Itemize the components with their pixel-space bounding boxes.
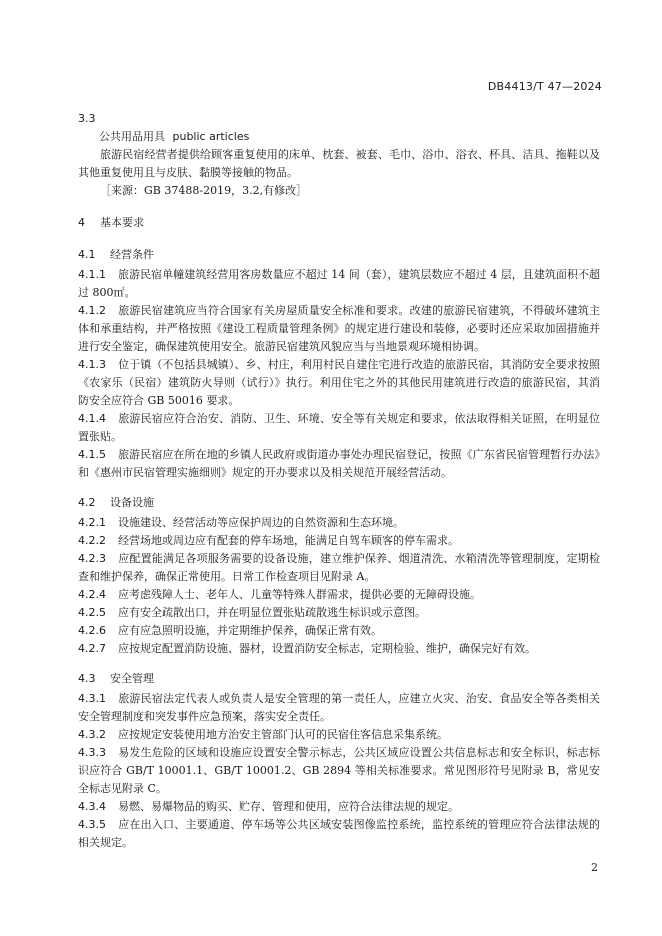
clause-4-3-4 xyxy=(78,798,600,816)
clause-number: 4.2.2 xyxy=(78,534,106,547)
clause-4-3-1 xyxy=(78,690,600,726)
clause-number: 4.1.2 xyxy=(78,304,106,317)
term-number: 3.3 xyxy=(78,112,96,125)
clause-4-3-2 xyxy=(78,726,600,744)
clause-4-1-2 xyxy=(78,302,600,356)
clause-text: 旅游民宿建筑应当符合国家有关房屋质量安全标准和要求。改建的旅游民宿建筑，不得破坏建筑主体和承重结构，并严格按照《建设工程质量管理条例》的规定进行建设和装修，必要时还应采取加固措施并进行安全鉴定，确保建筑使用安全。旅游民宿建筑风貌应当与当地景观环境相协调。 xyxy=(78,304,600,353)
clause-4-1-5 xyxy=(78,446,600,482)
clause-number: 4.3.2 xyxy=(78,728,106,741)
clause-4-2-4 xyxy=(78,586,600,604)
clause-4-2-2 xyxy=(78,532,600,550)
clause-number: 4.2.7 xyxy=(78,642,106,655)
page-content xyxy=(78,110,600,852)
clause-text: 应按规定安装使用地方治安主管部门认可的民宿住客信息采集系统。 xyxy=(118,728,448,741)
clause-4-2-5 xyxy=(78,604,600,622)
section-4-1-heading xyxy=(78,246,600,266)
clause-4-1-1 xyxy=(78,266,600,302)
clause-text: 应在出入口、主要通道、停车场等公共区域安装图像监控系统，监控系统的管理应符合法律法规的相关规定。 xyxy=(78,818,600,849)
clause-text: 易发生危险的区域和设施应设置安全警示标志，公共区域应设置公共信息标志和安全标识，标志标识应符合 GB/T 10001.1、GB/T 10001.2、GB 2894 等相关标准要求。常见图形符号见附录 B，常见安全标志见附录 C。 xyxy=(78,746,600,795)
clause-number: 4.1.3 xyxy=(78,358,106,371)
clause-text: 旅游民宿单幢建筑经营用客房数量应不超过 14 间（套），建筑层数应不超过 4 层，且建筑面积不超过 800㎡。 xyxy=(78,268,600,299)
section-4-heading xyxy=(78,214,600,234)
clause-text: 旅游民宿应符合治安、消防、卫生、环境、安全等有关规定和要求，依法取得相关证照，在明显位置张贴。 xyxy=(78,412,600,443)
clause-text: 应按规定配置消防设施、器材，设置消防安全标志，定期检验、维护，确保完好有效。 xyxy=(118,642,536,655)
section-number: 4.1 xyxy=(78,248,96,261)
clause-4-2-7 xyxy=(78,640,600,658)
term-title-en: public articles xyxy=(172,130,250,143)
section-number: 4.2 xyxy=(78,496,96,509)
clause-text: 易燃、易爆物品的购买、贮存、管理和使用，应符合法律法规的规定。 xyxy=(118,800,459,813)
term-source: ［来源：GB 37488-2019，3.2,有修改］ xyxy=(100,184,308,197)
clause-number: 4.2.4 xyxy=(78,588,106,601)
clause-text: 设施建设、经营活动等应保护周边的自然资源和生态环境。 xyxy=(118,516,404,529)
clause-number: 4.3.1 xyxy=(78,692,106,705)
clause-text: 旅游民宿应在所在地的乡镇人民政府或街道办事处办理民宿登记，按照《广东省民宿管理暂行办法》和《惠州市民宿管理实施细则》规定的开办要求以及相关规范开展经营活动。 xyxy=(78,448,600,479)
clause-4-2-3 xyxy=(78,550,600,586)
clause-number: 4.1.5 xyxy=(78,448,106,461)
clause-number: 4.2.5 xyxy=(78,606,106,619)
clause-4-2-6 xyxy=(78,622,600,640)
section-title: 基本要求 xyxy=(100,216,144,229)
clause-text: 经营场地或周边应有配套的停车场地，能满足自驾车顾客的停车需求。 xyxy=(118,534,459,547)
section-title: 设备设施 xyxy=(110,496,154,509)
clause-number: 4.1.1 xyxy=(78,268,106,281)
section-number: 4.3 xyxy=(78,672,96,685)
clause-4-3-3 xyxy=(78,744,600,798)
clause-text: 位于镇（不包括县城镇）、乡、村庄，利用村民自建住宅进行改造的旅游民宿，其消防安全要求按照《农家乐（民宿）建筑防火导则（试行）》执行。利用住宅之外的其他民用建筑进行改造的旅游民宿，其消防安全应符合 GB 50016 要求。 xyxy=(78,358,600,407)
standard-code: DB4413/T 47—2024 xyxy=(487,80,602,93)
section-number: 4 xyxy=(78,216,85,229)
section-title: 经营条件 xyxy=(110,248,154,261)
term-title xyxy=(78,128,600,146)
clause-text: 应有安全疏散出口，并在明显位置张贴疏散逃生标识或示意图。 xyxy=(118,606,426,619)
section-4-2-heading xyxy=(78,494,600,514)
clause-text: 应有应急照明设施，并定期维护保养，确保正常有效。 xyxy=(118,624,382,637)
clause-4-3-5 xyxy=(78,816,600,852)
term-definition: 旅游民宿经营者提供给顾客重复使用的床单、枕套、被套、毛巾、浴巾、浴衣、杯具、洁具、拖鞋以及其他重复使用且与皮肤、黏膜等接触的物品。 xyxy=(78,148,600,179)
section-title: 安全管理 xyxy=(110,672,154,685)
clause-text: 应配置能满足各项服务需要的设备设施，建立维护保养、烟道清洗、水箱清洗等管理制度，定期检查和维护保养，确保正常使用。日常工作检查项目见附录 A。 xyxy=(78,552,600,583)
page-number: 2 xyxy=(591,861,598,874)
clause-number: 4.2.1 xyxy=(78,516,106,529)
clause-text: 旅游民宿法定代表人或负责人是安全管理的第一责任人，应建立火灾、治安、食品安全等各类相关安全管理制度和突发事件应急预案，落实安全责任。 xyxy=(78,692,600,723)
clause-4-1-4 xyxy=(78,410,600,446)
clause-number: 4.1.4 xyxy=(78,412,106,425)
clause-4-2-1 xyxy=(78,514,600,532)
clause-number: 4.3.3 xyxy=(78,746,106,759)
clause-number: 4.2.3 xyxy=(78,552,106,565)
clause-number: 4.2.6 xyxy=(78,624,106,637)
clause-text: 应考虑残障人士、老年人、儿童等特殊人群需求，提供必要的无障碍设施。 xyxy=(118,588,481,601)
clause-number: 4.3.5 xyxy=(78,818,106,831)
term-3-3 xyxy=(78,110,600,200)
clause-4-1-3 xyxy=(78,356,600,410)
term-title-zh: 公共用品用具 xyxy=(99,130,165,143)
section-4-3-heading xyxy=(78,670,600,690)
clause-number: 4.3.4 xyxy=(78,800,106,813)
